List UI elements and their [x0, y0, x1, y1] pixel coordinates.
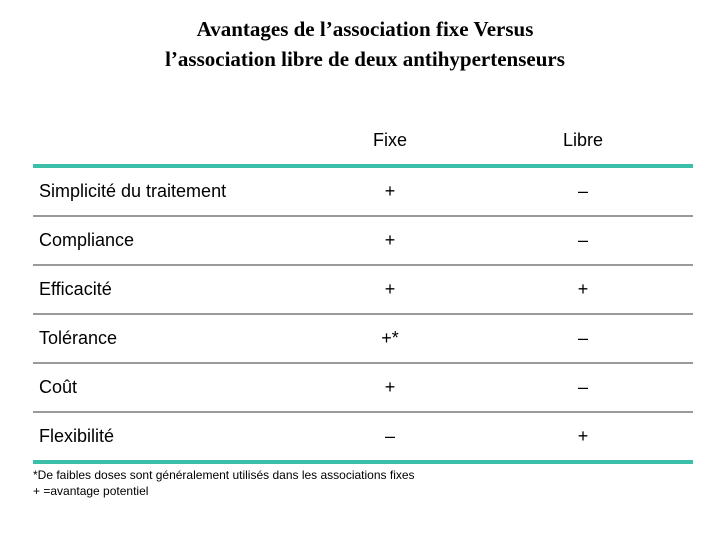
table-row — [33, 413, 693, 460]
slide-title-line-2: l’association libre de deux antihypertenseurs — [165, 47, 565, 71]
slide-title — [40, 14, 690, 74]
row-libre-value: – — [577, 181, 588, 201]
table-header-row — [33, 116, 693, 164]
row-fixe-value: + — [384, 181, 396, 201]
row-fixe-value: + — [384, 377, 396, 397]
row-libre-value: + — [577, 426, 589, 446]
table-bottom-divider — [33, 460, 693, 464]
row-fixe-value: + — [384, 230, 396, 250]
row-label: Efficacité — [39, 279, 112, 299]
comparison-table — [33, 116, 693, 464]
row-libre-value: – — [577, 377, 588, 397]
row-fixe-value: – — [384, 426, 395, 446]
table-row — [33, 217, 693, 264]
footnotes — [33, 467, 415, 499]
table-row — [33, 266, 693, 313]
table-row — [33, 315, 693, 362]
row-libre-value: + — [577, 279, 589, 299]
row-label: Coût — [39, 377, 78, 397]
table-row — [33, 364, 693, 411]
row-label: Flexibilité — [39, 426, 115, 446]
row-label: Simplicité du traitement — [39, 181, 227, 201]
row-fixe-value: + — [384, 279, 396, 299]
row-libre-value: – — [577, 230, 588, 250]
row-fixe-value: +* — [381, 328, 399, 348]
slide-title-line-1: Avantages de l’association fixe Versus — [196, 17, 534, 41]
row-libre-value: – — [577, 328, 588, 348]
header-cell-fixe: Fixe — [372, 129, 407, 150]
footnote-legend: + =avantage potentiel — [33, 484, 149, 498]
row-label: Compliance — [39, 230, 135, 250]
table-row — [33, 168, 693, 215]
footnote-low-doses: *De faibles doses sont généralement utilisés dans les associations fixes — [33, 468, 415, 482]
row-label: Tolérance — [39, 328, 118, 348]
header-cell-libre: Libre — [562, 129, 604, 150]
